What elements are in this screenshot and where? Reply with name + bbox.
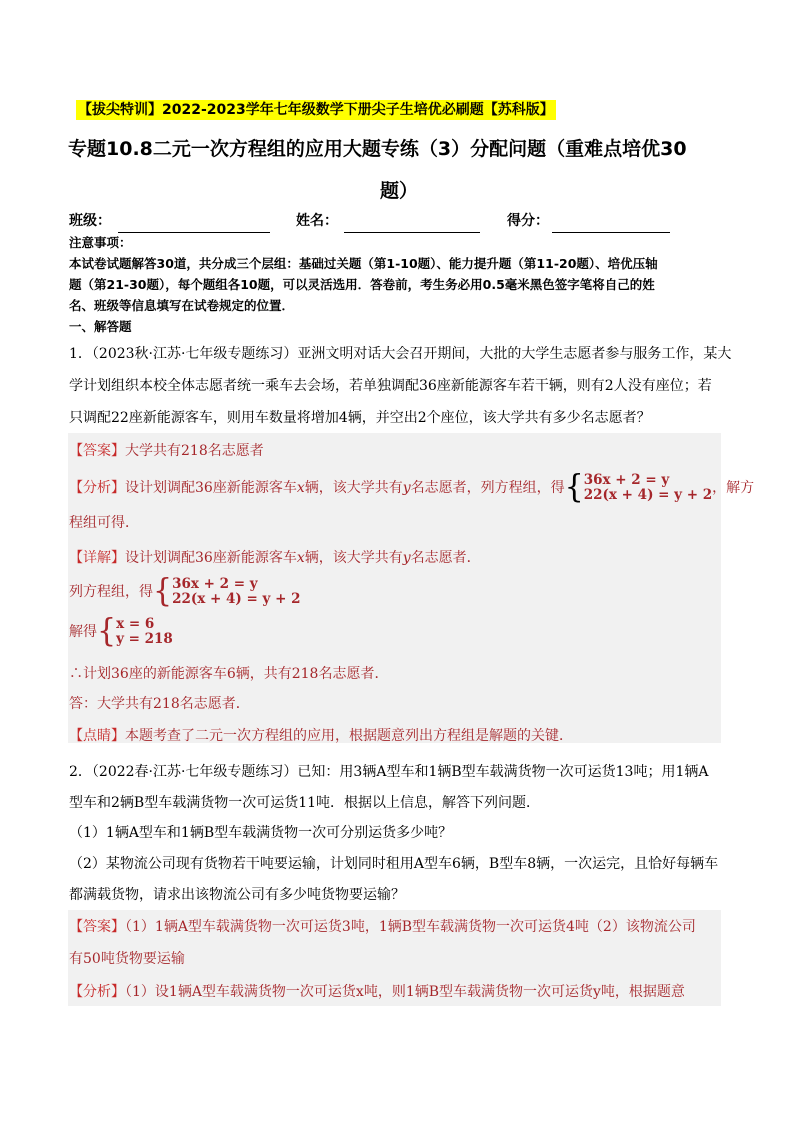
left-brace: { bbox=[97, 613, 117, 650]
page-title-line2: 题） bbox=[379, 180, 418, 202]
q1-line1: 1．（2023秋·江苏·七年级专题练习）亚洲文明对话大会召开期间，大批的大学生志愿者参与服务工作，某大 bbox=[69, 346, 732, 362]
q1-answer bbox=[69, 441, 264, 461]
equation: 22(x + 4) = y + 2 bbox=[583, 487, 713, 503]
analysis-tag: 【分析】 bbox=[69, 984, 125, 1000]
answer-tag: 【答案】 bbox=[69, 919, 125, 935]
notice-heading: 注意事项： bbox=[69, 235, 132, 250]
detail-text: 名志愿者． bbox=[410, 550, 481, 566]
analysis-tag: 【分析】 bbox=[69, 480, 125, 496]
solve-label: 解得 bbox=[69, 624, 97, 640]
left-brace: { bbox=[564, 469, 584, 506]
point-tag: 【点睛】 bbox=[69, 728, 125, 744]
analysis-text: 名志愿者，列方程组，得 bbox=[410, 480, 565, 496]
equation-system bbox=[584, 473, 712, 503]
solution: x = 6 bbox=[116, 616, 155, 632]
analysis-text: （1）设1辆A型车载满货物一次可运货x吨，则1辆B型车载满货物一次可运货y吨，根据题意 bbox=[125, 984, 685, 1000]
answer-tag: 【答案】 bbox=[69, 443, 125, 459]
answer-text: 有50吨货物要运输 bbox=[69, 951, 185, 967]
q1-line3: 只调配22座新能源客车，则用车数量将增加4辆，并空出2个座位，该大学共有多少名志愿者？ bbox=[69, 410, 651, 426]
list-eq-label: 列方程组，得 bbox=[69, 584, 153, 600]
therefore-text: ∴计划36座的新能源客车6辆，共有218名志愿者． bbox=[69, 666, 389, 682]
q1-point bbox=[69, 726, 573, 746]
answer-text: （1）1辆A型车载满货物一次可运货3吨，1辆B型车载满货物一次可运货4吨（2）该物流公司 bbox=[125, 919, 696, 935]
name-label: 姓名： bbox=[296, 213, 338, 229]
class-label: 班级： bbox=[69, 213, 111, 229]
q1-detail bbox=[69, 548, 481, 568]
q1-solution bbox=[69, 613, 173, 650]
detail-text: 设计划调配36座新能源客车 bbox=[125, 550, 297, 566]
analysis-text: 辆，该大学共有 bbox=[304, 480, 403, 496]
page-title-line1: 专题10.8二元一次方程组的应用大题专练（3）分配问题（重难点培优30 bbox=[68, 138, 687, 160]
q2-analysis bbox=[69, 982, 685, 1002]
answer-text: 大学共有218名志愿者 bbox=[125, 443, 264, 459]
q1-list-equations bbox=[69, 573, 301, 610]
detail-tag: 【详解】 bbox=[69, 550, 125, 566]
notice-line2: 题（第21-30题），每个题组各10题，可以灵活选用．答卷前，考生务必用0.5毫米黑色签字笔将自己的姓 bbox=[69, 277, 655, 292]
equation: 36x + 2 = y bbox=[172, 576, 258, 592]
var-y: y bbox=[402, 480, 411, 496]
left-brace: { bbox=[153, 573, 173, 610]
analysis-text: ，解方 bbox=[712, 480, 755, 496]
var-x: x bbox=[296, 550, 305, 566]
q2-sub2-line1: （2）某物流公司现有货物若干吨要运输，计划同时租用A型车6辆，B型车8辆，一次运完，且恰好每辆车 bbox=[69, 856, 719, 872]
q1-line2: 学计划组织本校全体志愿者统一乘车去会场，若单独调配36座新能源客车若干辆，则有2人没有座位；若 bbox=[69, 378, 712, 394]
notice-line1: 本试卷试题解答30道，共分成三个层组：基础过关题（第1-10题）、能力提升题（第11-20题）、培优压轴 bbox=[69, 256, 658, 271]
header-banner: 【拔尖特训】2022-2023学年七年级数学下册尖子生培优必刷题【苏科版】 bbox=[78, 102, 554, 118]
notice-line3: 名、班级等信息填写在试卷规定的位置． bbox=[69, 298, 295, 313]
var-x: x bbox=[296, 480, 305, 496]
q1-analysis bbox=[69, 469, 755, 506]
name-field[interactable] bbox=[344, 214, 480, 233]
equation: 22(x + 4) = y + 2 bbox=[172, 591, 301, 607]
point-text: 本题考查了二元一次方程组的应用，根据题意列出方程组是解题的关键． bbox=[125, 728, 573, 744]
class-field[interactable] bbox=[118, 214, 270, 233]
q2-line2: 型车和2辆B型车载满货物一次可运货11吨．根据以上信息，解答下列问题． bbox=[69, 795, 541, 811]
q2-sub1: （1）1辆A型车和1辆B型车载满货物一次可分别运货多少吨？ bbox=[69, 825, 453, 841]
analysis-text: 设计划调配36座新能源客车 bbox=[125, 480, 297, 496]
q2-answer bbox=[69, 917, 696, 937]
q2-line1: 2．（2022春·江苏·七年级专题练习）已知：用3辆A型车和1辆B型车载满货物一次可运货13吨；用1辆A bbox=[69, 764, 709, 780]
detail-text: 辆，该大学共有 bbox=[304, 550, 403, 566]
analysis-text: 程组可得． bbox=[69, 515, 139, 531]
final-answer: 答：大学共有218名志愿者． bbox=[69, 696, 250, 712]
equation: 36x + 2 = y bbox=[583, 472, 670, 488]
var-y: y bbox=[402, 550, 411, 566]
solution: y = 218 bbox=[116, 631, 173, 647]
score-label: 得分： bbox=[507, 213, 549, 229]
solution-system bbox=[116, 617, 173, 647]
q2-sub2-line2: 都满载货物，请求出该物流公司有多少吨货物要运输？ bbox=[69, 887, 405, 903]
score-field[interactable] bbox=[552, 214, 670, 233]
section-heading: 一、解答题 bbox=[69, 319, 132, 334]
equation-system bbox=[172, 577, 300, 607]
